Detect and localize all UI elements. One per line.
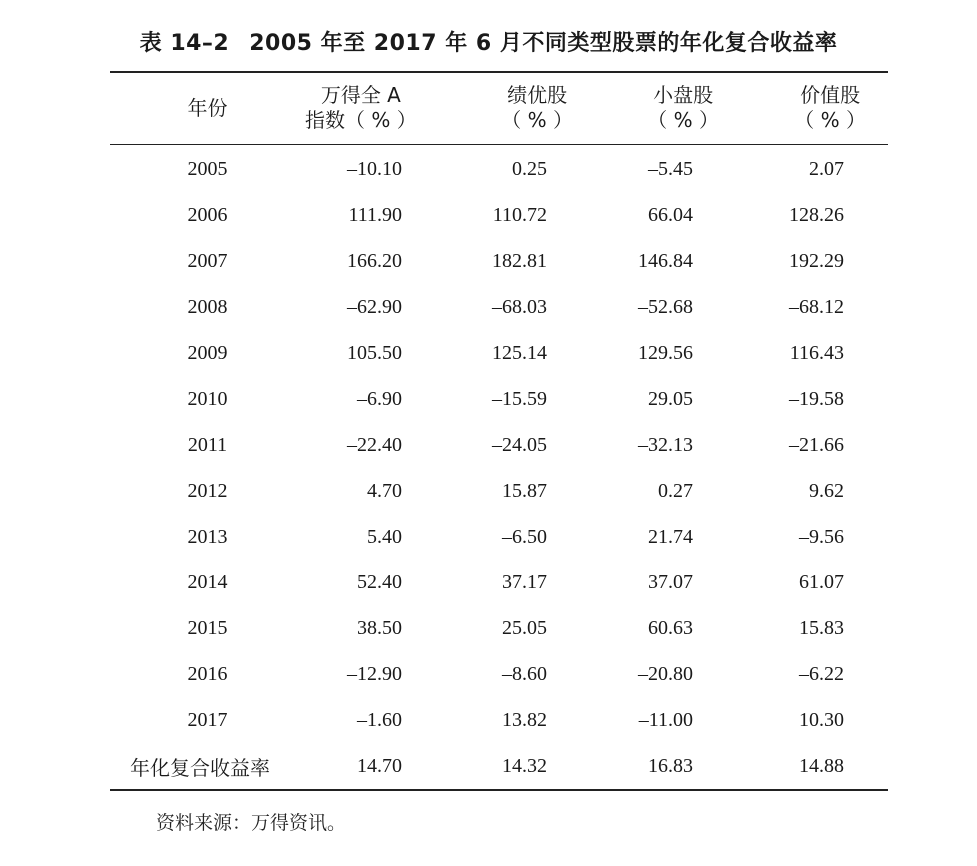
- table-row: [110, 560, 888, 606]
- value-cell: 146.84: [638, 250, 693, 273]
- value-cell: 37.07: [648, 571, 693, 594]
- value-cell: 166.20: [347, 250, 402, 273]
- year-cell: 2008: [187, 296, 228, 319]
- value-cell: 61.07: [799, 571, 844, 594]
- value-cell: –6.22: [799, 663, 844, 686]
- summary-value-cell: 14.88: [741, 744, 888, 791]
- year-cell: 2017: [187, 709, 228, 732]
- value-cell: –6.50: [502, 525, 547, 548]
- table-row: [110, 376, 888, 422]
- value-cell: 52.40: [357, 571, 402, 594]
- table-number: 表 14–2: [139, 31, 230, 56]
- year-cell: 2014: [187, 571, 228, 594]
- value-cell: –11.00: [638, 709, 693, 732]
- value-cell: 60.63: [648, 617, 693, 640]
- value-cell: 38.50: [357, 617, 402, 640]
- value-cell: –10.10: [347, 158, 402, 181]
- table-row: [110, 145, 888, 193]
- value-cell: 110.72: [492, 204, 547, 227]
- value-cell: 125.14: [492, 342, 547, 364]
- value-cell: 4.70: [367, 479, 402, 502]
- value-cell: 129.56: [638, 342, 693, 364]
- value-cell: 0.27: [658, 479, 693, 502]
- table-row: [110, 331, 888, 377]
- value-cell: –52.68: [638, 296, 693, 319]
- value-cell: 128.26: [789, 204, 844, 227]
- table-title: 2005 年至 2017 年 6 月不同类型股票的年化复合收益率: [249, 31, 838, 56]
- year-cell: 2006: [187, 204, 228, 227]
- year-cell: 2010: [187, 387, 228, 410]
- table-row: [110, 285, 888, 331]
- year-cell: 2012: [187, 479, 228, 502]
- value-cell: 66.04: [648, 204, 693, 227]
- summary-value-cell: 16.83: [595, 744, 741, 791]
- value-cell: –24.05: [492, 433, 547, 456]
- table-row: [110, 698, 888, 744]
- value-cell: 111.90: [348, 204, 402, 227]
- value-cell: –22.40: [347, 433, 402, 456]
- header-blue-chip: 绩优股 （ % ）: [450, 72, 595, 145]
- header-small-cap: 小盘股 （ % ）: [595, 72, 741, 145]
- year-cell: 2016: [187, 663, 228, 686]
- value-cell: –68.03: [492, 296, 547, 319]
- value-cell: 9.62: [809, 479, 844, 502]
- header-row: [110, 72, 888, 145]
- table-body: [110, 145, 888, 791]
- table-row: [110, 239, 888, 285]
- value-cell: 182.81: [492, 250, 547, 273]
- value-cell: 0.25: [512, 158, 547, 181]
- value-cell: –19.58: [789, 387, 844, 410]
- table-row: [110, 514, 888, 560]
- source-note: 资料来源：万得资讯。: [156, 812, 347, 834]
- value-cell: 37.17: [502, 571, 547, 594]
- value-cell: 10.30: [799, 709, 844, 732]
- value-cell: –5.45: [648, 158, 693, 181]
- value-cell: 15.83: [799, 617, 844, 640]
- value-cell: –62.90: [347, 296, 402, 319]
- value-cell: –32.13: [638, 433, 693, 456]
- summary-label: 年化复合收益率: [110, 744, 305, 791]
- returns-table: [110, 72, 888, 791]
- summary-row: [110, 744, 888, 791]
- value-cell: 5.40: [367, 525, 402, 548]
- value-cell: –21.66: [789, 433, 844, 456]
- value-cell: –8.60: [502, 663, 547, 686]
- value-cell: –1.60: [357, 709, 402, 732]
- year-cell: 2011: [187, 433, 228, 456]
- year-cell: 2005: [187, 158, 228, 181]
- table-row: [110, 606, 888, 652]
- value-cell: –9.56: [799, 525, 844, 548]
- header-year: 年份: [110, 72, 305, 145]
- value-cell: –68.12: [789, 296, 844, 319]
- value-cell: 2.07: [809, 158, 844, 181]
- summary-value-cell: 14.70: [305, 744, 450, 791]
- table-row: [110, 468, 888, 514]
- value-cell: –6.90: [357, 387, 402, 410]
- year-cell: 2009: [187, 342, 228, 364]
- value-cell: –20.80: [638, 663, 693, 686]
- value-cell: 21.74: [648, 525, 693, 548]
- summary-value-cell: 14.32: [450, 744, 595, 791]
- value-cell: –15.59: [492, 387, 547, 410]
- value-cell: 13.82: [502, 709, 547, 732]
- value-cell: 105.50: [347, 342, 402, 364]
- value-cell: 29.05: [648, 387, 693, 410]
- table-row: [110, 422, 888, 468]
- value-cell: –12.90: [347, 663, 402, 686]
- value-cell: 25.05: [502, 617, 547, 640]
- year-cell: 2015: [187, 617, 228, 640]
- value-cell: 116.43: [789, 342, 844, 364]
- year-cell: 2007: [187, 250, 228, 273]
- header-value: 价值股 （ % ）: [741, 72, 888, 145]
- table-row: [110, 193, 888, 239]
- value-cell: 15.87: [502, 479, 547, 502]
- value-cell: 192.29: [789, 250, 844, 273]
- header-wind-all-a: 万得全 A 指数（ % ）: [305, 72, 450, 145]
- table-row: [110, 652, 888, 698]
- table-caption: [0, 26, 977, 57]
- year-cell: 2013: [187, 525, 228, 548]
